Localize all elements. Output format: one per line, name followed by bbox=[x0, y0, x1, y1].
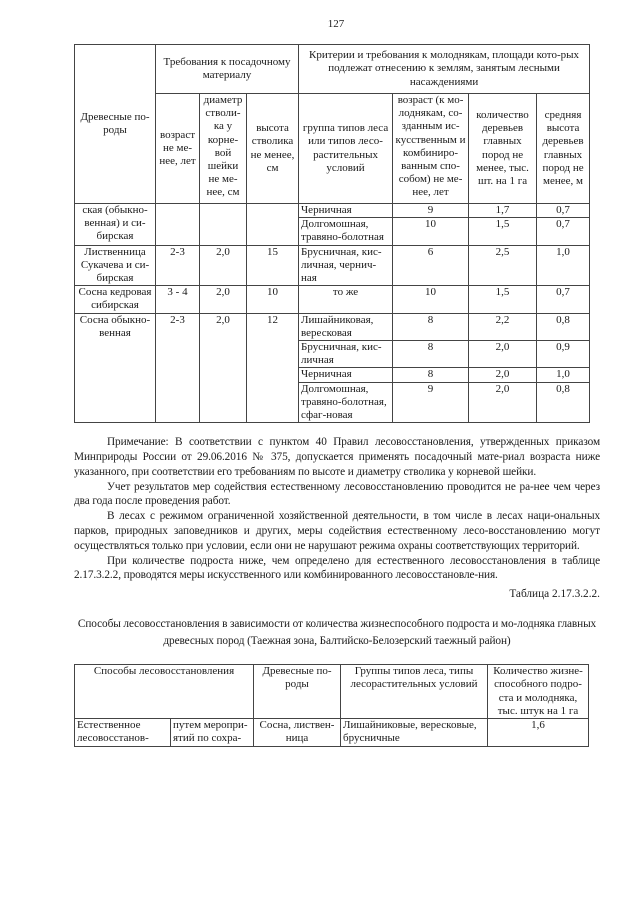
cell-height: 12 bbox=[247, 313, 299, 423]
cell-species: Сосна кедровая сибирская bbox=[75, 286, 156, 313]
header-undergrowth-count: Количество жизне-способного подро-ста и молодняка, тыс. штук на 1 га bbox=[488, 665, 589, 719]
cell-young-age: 9 bbox=[393, 204, 469, 218]
cell-avg-height: 0,8 bbox=[537, 313, 590, 340]
header-avg-height: средняя высота деревьев главных пород не менее, м bbox=[537, 94, 590, 204]
cell-young-age: 8 bbox=[393, 313, 469, 340]
cell-age: 3 - 4 bbox=[156, 286, 200, 313]
note-paragraph: Примечание: В соответствии с пунктом 40 Правил лесовосстановления, утвержденных приказом Минприроды России от 29.06.2016 № 375, допускается применять посадочный мате-риал возраста ниже указанного, при соответствии его требованиям по высоте и диаметру стволика у корневой шейки. bbox=[74, 436, 600, 478]
cell-species: Лиственница Сукачева и си-бирская bbox=[75, 245, 156, 286]
table-row bbox=[75, 313, 590, 340]
cell-forest-types: Лишайниковые, вересковые, брусничные bbox=[341, 719, 488, 746]
cell-avg-height: 0,9 bbox=[537, 341, 590, 368]
table-row bbox=[75, 286, 590, 313]
cell-age: 2-3 bbox=[156, 245, 200, 286]
cell-forest-group: Черничная bbox=[299, 368, 393, 382]
cell-count: 2,0 bbox=[469, 341, 537, 368]
cell-count: 1,5 bbox=[469, 218, 537, 245]
cell-count: 1,6 bbox=[488, 719, 589, 746]
paragraph: В лесах с режимом ограниченной хозяйственной деятельности, в том числе в лесах наци-ональных парков, природных заповедников и других, меры содействия естественному лесо-восстановлению могут осуществляться только при условии, если они не нарушают режима охраны соответствующих территорий. bbox=[74, 510, 600, 552]
cell-avg-height: 1,0 bbox=[537, 368, 590, 382]
cell-diameter: 2,0 bbox=[200, 245, 247, 286]
page-content bbox=[74, 17, 600, 747]
header-young-age: возраст (к мо-лоднякам, со-зданным ис-кусственным и комбиниро-ванным спо-собом) не ме-нее, лет bbox=[393, 94, 469, 204]
paragraph: При количестве подроста ниже, чем определено для естественного лесовосстановления в таблице 2.17.3.2.2, проводятся меры искусственного или комбинированного лесовосстановле-ния. bbox=[74, 554, 600, 582]
cell-avg-height: 0,7 bbox=[537, 218, 590, 245]
cell-count: 1,5 bbox=[469, 286, 537, 313]
cell-height bbox=[247, 204, 299, 246]
cell-method: Естественное лесовосстанов- bbox=[75, 719, 171, 746]
header-age: возраст не ме-нее, лет bbox=[156, 94, 200, 204]
paragraph: Учет результатов мер содействия естественному лесовосстановлению проводится не ра-нее чем через два года после проведения работ. bbox=[74, 480, 600, 508]
cell-avg-height: 0,7 bbox=[537, 204, 590, 218]
cell-avg-height: 0,7 bbox=[537, 286, 590, 313]
cell-forest-group: Брусничная, кис-личная bbox=[299, 341, 393, 368]
cell-avg-height: 1,0 bbox=[537, 245, 590, 286]
header-forest-group: группа типов леса или типов лесо-растительных условий bbox=[299, 94, 393, 204]
header-methods: Способы лесовосстановления bbox=[75, 665, 254, 719]
cell-count: 2,0 bbox=[469, 382, 537, 423]
header-criteria: Критерии и требования к молоднякам, площади кото-рых подлежат отнесению к землям, занятым лесными насаждениями bbox=[299, 45, 590, 94]
header-planting-requirements: Требования к посадочному материалу bbox=[156, 45, 299, 94]
table-label: Таблица 2.17.3.2.2. bbox=[509, 588, 600, 601]
header-diameter: диаметр стволи-ка у корне-вой шейки не ме-нее, см bbox=[200, 94, 247, 204]
cell-young-age: 8 bbox=[393, 341, 469, 368]
cell-forest-group: то же bbox=[299, 286, 393, 313]
header-forest-types: Группы типов леса, типы лесорастительных условий bbox=[341, 665, 488, 719]
cell-forest-group: Черничная bbox=[299, 204, 393, 218]
header-species: Древесные по-роды bbox=[75, 45, 156, 204]
cell-forest-group: Брусничная, кис-личная, чернич-ная bbox=[299, 245, 393, 286]
cell-age bbox=[156, 204, 200, 246]
cell-forest-group: Лишайниковая, вересковая bbox=[299, 313, 393, 340]
cell-count: 2,5 bbox=[469, 245, 537, 286]
cell-count: 2,2 bbox=[469, 313, 537, 340]
cell-height: 10 bbox=[247, 286, 299, 313]
cell-count: 1,7 bbox=[469, 204, 537, 218]
cell-young-age: 8 bbox=[393, 368, 469, 382]
table-row bbox=[75, 204, 590, 218]
reforestation-methods-table bbox=[74, 664, 589, 746]
cell-young-age: 10 bbox=[393, 218, 469, 245]
header-species: Древесные по-роды bbox=[254, 665, 341, 719]
forest-requirements-table bbox=[74, 44, 590, 423]
cell-species: Сосна обыкно-венная bbox=[75, 313, 156, 423]
cell-height: 15 bbox=[247, 245, 299, 286]
cell-diameter bbox=[200, 204, 247, 246]
cell-species: ская (обыкно-венная) и си-бирская bbox=[75, 204, 156, 246]
cell-young-age: 9 bbox=[393, 382, 469, 423]
header-count: количество деревьев главных пород не менее, тыс. шт. на 1 га bbox=[469, 94, 537, 204]
cell-forest-group: Долгомошная, травяно-болотная bbox=[299, 218, 393, 245]
cell-submethod: путем меропри-ятий по сохра- bbox=[171, 719, 254, 746]
cell-count: 2,0 bbox=[469, 368, 537, 382]
cell-avg-height: 0,8 bbox=[537, 382, 590, 423]
cell-species: Сосна, листвен-ница bbox=[254, 719, 341, 746]
cell-diameter: 2,0 bbox=[200, 286, 247, 313]
cell-age: 2-3 bbox=[156, 313, 200, 423]
header-height: высота стволика не менее, см bbox=[247, 94, 299, 204]
cell-young-age: 10 bbox=[393, 286, 469, 313]
cell-forest-group: Долгомошная, травяно-болотная, сфаг-новая bbox=[299, 382, 393, 423]
table-title: Способы лесовосстановления в зависимости от количества жизнеспособного подроста и мо-лодняка главных древесных пород (Таежная зона, Балтийско-Белозерский таежный район) bbox=[77, 618, 597, 648]
cell-diameter: 2,0 bbox=[200, 313, 247, 423]
table-row bbox=[75, 245, 590, 286]
page-number: 127 bbox=[327, 18, 345, 30]
cell-young-age: 6 bbox=[393, 245, 469, 286]
